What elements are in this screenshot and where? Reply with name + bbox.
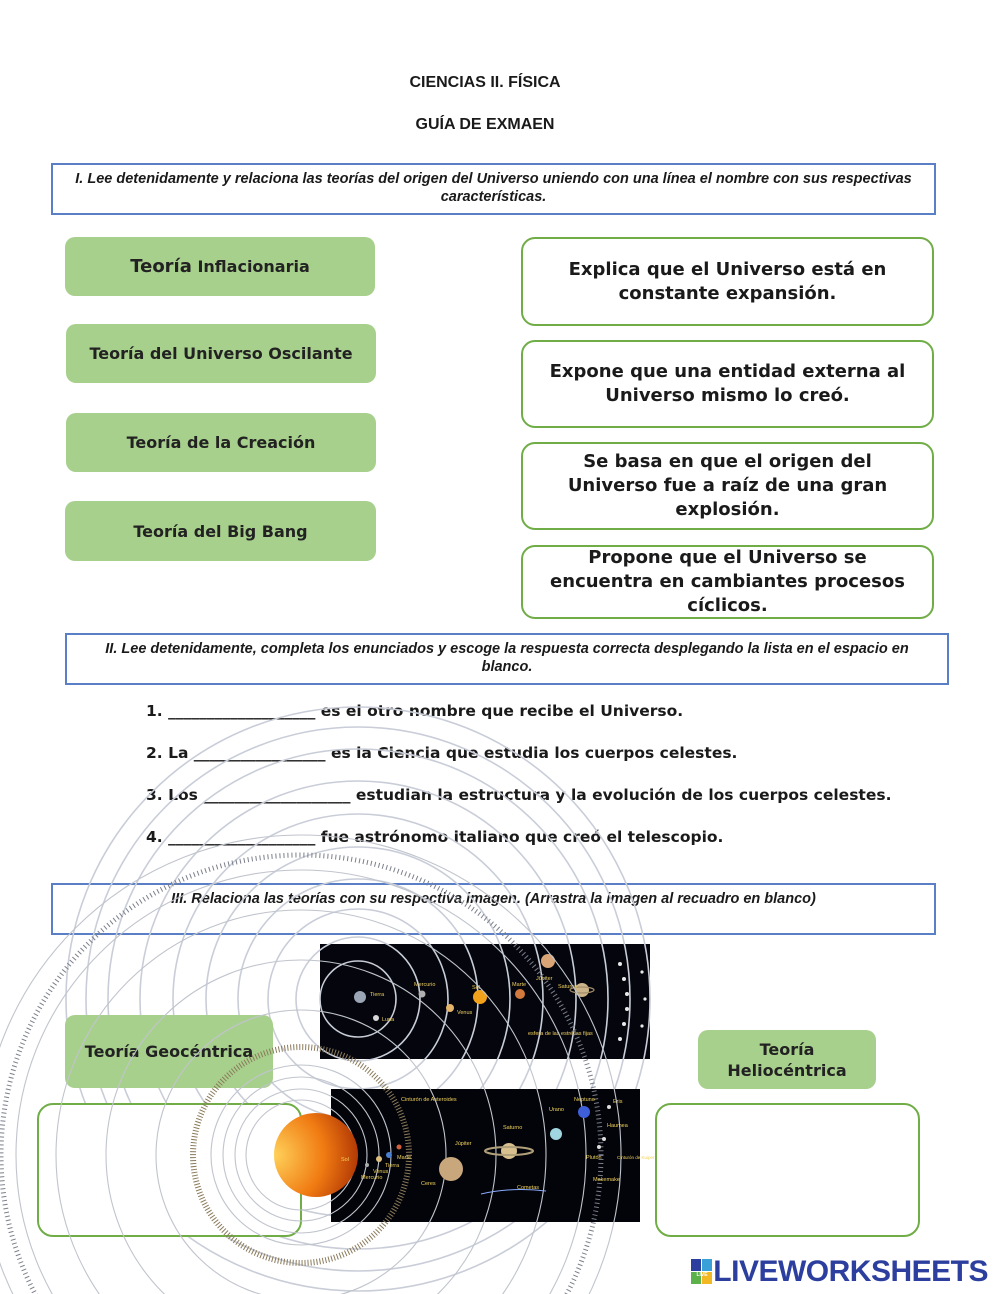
theory-inflacionaria-word: Teoría	[130, 256, 192, 277]
heliocentric-label: Teoría Heliocéntrica	[727, 1039, 847, 1080]
desc-ciclicos-card[interactable]	[521, 545, 934, 619]
helio-label-haumea: Haumea	[607, 1123, 628, 1129]
desc-entidad-card[interactable]	[521, 340, 934, 428]
geo-label-sol: Sol	[472, 985, 480, 991]
heliocentric-image[interactable]	[331, 1089, 655, 1222]
subject-title: CIENCIAS II. FÍSICA	[409, 74, 561, 91]
heliocentric-card[interactable]	[698, 1030, 876, 1089]
section3-instruction: III. Relaciona las teorías con su respectiva imagen. (Arrastra la imagen al recuadro en blanco)	[51, 883, 936, 935]
desc-explosion-card[interactable]	[521, 442, 934, 530]
geo-label-saturno: Saturno	[558, 984, 578, 990]
geo-label-mercurio: Mercurio	[414, 982, 436, 988]
geocentric-label: Teoría Geocéntrica	[84, 1042, 254, 1061]
helio-label-asteroides: Cinturón de Asteroides	[401, 1097, 457, 1103]
helio-label-marte: Marte	[397, 1155, 412, 1161]
theory-bigbang-label: Teoría del Big Bang	[133, 521, 308, 541]
desc-expansion-text: Explica que el Universo está en constante expansión.	[568, 258, 887, 304]
helio-label-sol: Sol	[341, 1157, 349, 1163]
theory-inflacionaria-card[interactable]	[65, 237, 375, 296]
helio-label-makemake: Makemake	[593, 1177, 620, 1183]
drop-box-heliocentric[interactable]	[655, 1103, 920, 1237]
helio-label-mercurio: Mercurio	[361, 1175, 383, 1181]
heliocentric-diagram	[331, 1089, 655, 1222]
helio-label-neptuno: Neptuno	[574, 1097, 595, 1103]
helio-label-kuiper: Cinturón de Kuiper	[617, 1155, 655, 1160]
geo-label-estrellas: esfera de las estrellas fijas	[528, 1031, 593, 1037]
theory-oscilante-card[interactable]	[66, 324, 376, 383]
question-3[interactable]: 3. Los ___________________ estudian la estructura y la evolución de los cuerpos celestes.	[146, 786, 892, 804]
helio-label-tierra: Tierra	[385, 1163, 400, 1169]
theory-inflacionaria-rest: Inflacionaria	[197, 257, 310, 276]
helio-label-ceres: Ceres	[421, 1181, 436, 1187]
geo-label-marte: Marte	[512, 982, 527, 988]
logo-badge-text: LIVE	[696, 1272, 708, 1278]
helio-label-cometas: Cometas	[517, 1185, 540, 1191]
page-title: GUÍA DE EXMAEN	[415, 116, 555, 133]
helio-label-pluton: Plutón	[586, 1155, 602, 1161]
logo-text: LIVEWORKSHEETS	[713, 1255, 988, 1288]
question-2[interactable]: 2. La _________________ es la Ciencia que estudia los cuerpos celestes.	[146, 744, 738, 762]
geocentric-card[interactable]	[65, 1015, 273, 1088]
logo-badge-icon	[691, 1259, 713, 1285]
desc-explosion-text: Se basa en que el origen del Universo fue a raíz de una gran explosión.	[567, 451, 888, 520]
section2-instruction: II. Lee detenidamente, completa los enunciados y escoge la respuesta correcta desplegando la lista en el espacio en blanco.	[65, 633, 949, 685]
question-1[interactable]: 1. ___________________ es el otro nombre que recibe el Universo.	[146, 702, 684, 720]
liveworksheets-logo	[691, 1255, 988, 1289]
question-4[interactable]: 4. ___________________ fue astrónomo italiano que creó el telescopio.	[146, 828, 724, 846]
helio-label-venus: Venus	[373, 1169, 389, 1175]
theory-creacion-label: Teoría de la Creación	[126, 433, 316, 452]
desc-expansion-card[interactable]	[521, 237, 934, 326]
theory-bigbang-card[interactable]	[65, 501, 376, 561]
desc-ciclicos-text: Propone que el Universo se encuentra en cambiantes procesos cíclicos.	[550, 547, 905, 616]
geo-label-jupiter: Júpiter	[536, 976, 553, 982]
helio-label-saturno: Saturno	[503, 1125, 523, 1131]
section1-instruction: I. Lee detenidamente y relaciona las teorías del origen del Universo uniendo con una línea el nombre con sus respectivas características.	[51, 163, 936, 215]
geo-label-luna: Luna	[382, 1017, 395, 1023]
geo-label-venus: Venus	[457, 1010, 473, 1016]
helio-label-jupiter: Júpiter	[455, 1141, 472, 1147]
theory-creacion-card[interactable]	[66, 413, 376, 472]
geo-label-tierra: Tierra	[370, 992, 385, 998]
desc-entidad-text: Expone que una entidad externa al Universo mismo lo creó.	[549, 361, 906, 406]
theory-oscilante-label: Teoría del Universo Oscilante	[89, 344, 353, 363]
helio-label-urano: Urano	[549, 1107, 564, 1113]
helio-label-eris: Eris	[613, 1099, 623, 1105]
